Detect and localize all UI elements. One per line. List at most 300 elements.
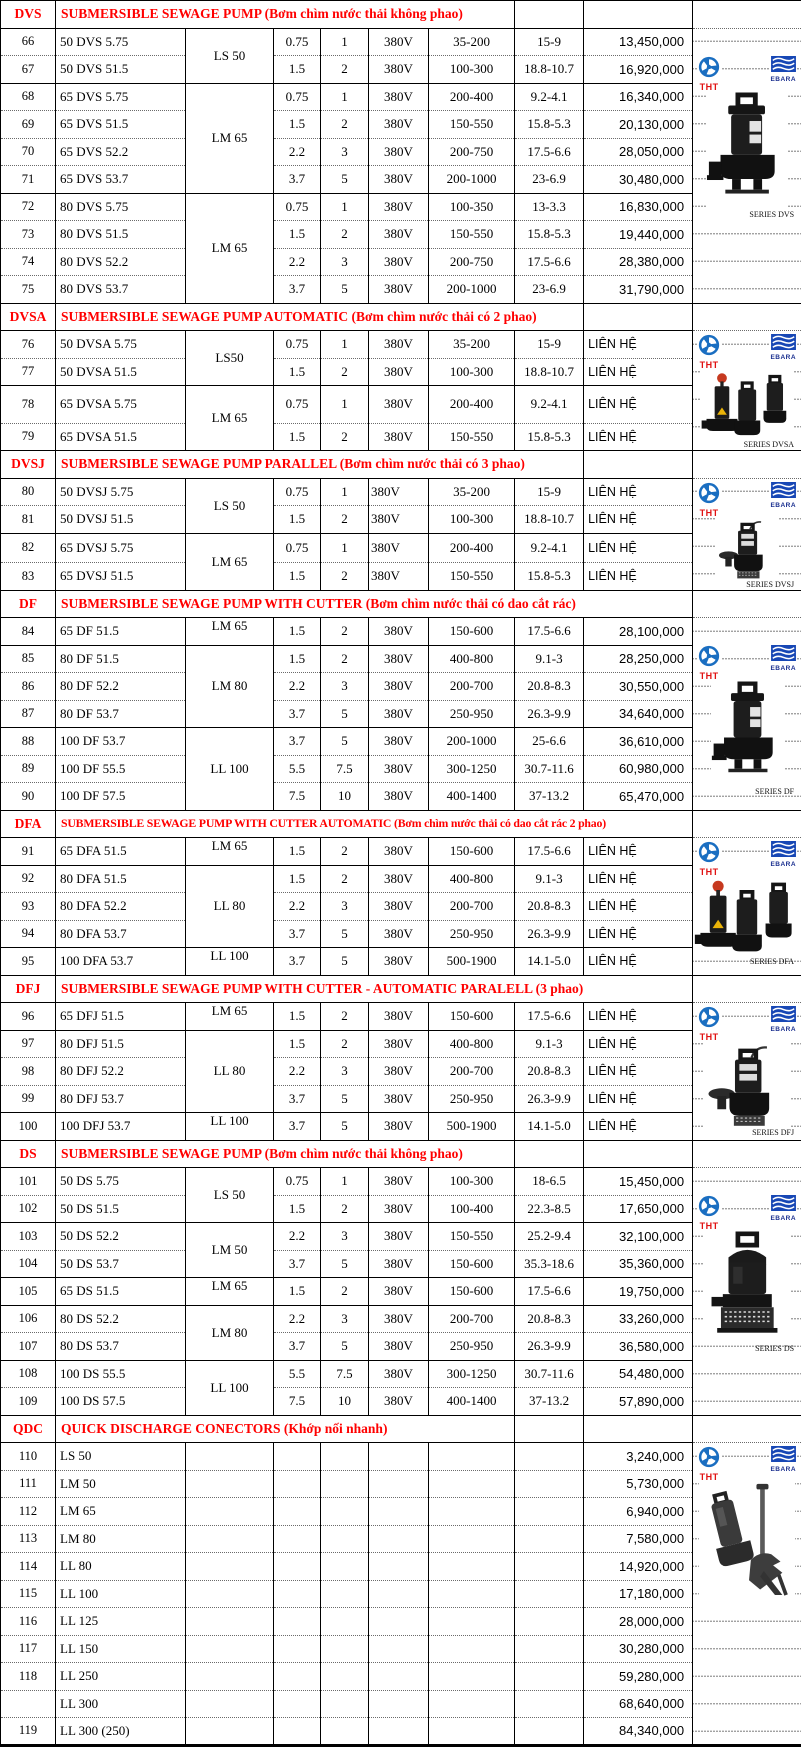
hp-cell: 2 [321,645,369,673]
pump-group-float-icon [700,370,794,440]
connector-cell: LS 50 [186,28,274,83]
brand-logos [693,56,801,92]
flow-cell: 35-200 [429,478,515,506]
flow-cell [429,1690,515,1718]
kw-cell: 1.5 [274,563,321,591]
model-cell: LM 80 [56,1525,186,1553]
kw-cell [274,1663,321,1691]
head-cell: 15.8-5.3 [515,563,584,591]
brand-logos [693,1446,801,1482]
hp-cell [321,1498,369,1526]
price-cell: 60,980,000 [584,755,693,783]
connector-cell: LL 100 [186,1360,274,1415]
row-number: 78 [1,386,56,424]
head-cell: 15-9 [515,478,584,506]
product-image-block [693,618,801,797]
price-cell: 57,890,000 [584,1388,693,1416]
product-image-block [693,29,801,220]
section-header-row [1,975,801,1003]
table-row [1,386,801,424]
tht-logo [697,1446,721,1482]
row-number: 72 [1,193,56,221]
connector-cell [186,1470,274,1498]
price-cell: 19,440,000 [584,221,693,249]
tht-logo [697,482,721,518]
volt-cell: 380V [369,1085,429,1113]
pump-cable-icon [715,518,779,580]
kw-cell: 0.75 [274,331,321,359]
model-cell: LS 50 [56,1443,186,1471]
row-number: 95 [1,948,56,976]
ebara-logo [769,56,797,83]
table-row [1,755,801,783]
hp-cell [321,1580,369,1608]
head-cell: 17.5-6.6 [515,248,584,276]
price-cell: 54,480,000 [584,1360,693,1388]
table-row [1,1580,801,1608]
pump-image [693,1042,801,1128]
hp-cell: 1 [321,478,369,506]
row-number: 76 [1,331,56,359]
flow-cell: 400-800 [429,645,515,673]
section-code: DFJ [1,975,56,1003]
model-cell: 80 DVS 5.75 [56,193,186,221]
table-row [1,920,801,948]
row-number [1,1690,56,1718]
volt-cell: 380V [369,948,429,976]
flow-cell: 400-800 [429,865,515,893]
kw-cell: 1.5 [274,838,321,866]
connector-cell [186,1443,274,1471]
model-cell: 50 DVS 51.5 [56,56,186,84]
connector-cell [186,1608,274,1636]
section-code: DVSA [1,303,56,331]
volt-cell: 380V [369,506,429,534]
price-cell: 19,750,000 [584,1278,693,1306]
model-cell: 65 DVSA 5.75 [56,386,186,424]
head-cell: 13-3.3 [515,193,584,221]
price-cell: LIÊN HỆ [584,1085,693,1113]
price-cell: 36,580,000 [584,1333,693,1361]
volt-cell [369,1608,429,1636]
connector-cell: LM 65 [186,838,274,866]
model-cell: 65 DVS 53.7 [56,166,186,194]
head-cell [515,1608,584,1636]
tht-pinwheel-icon [698,645,720,667]
header-empty-cell [584,1,693,29]
section-header-row [1,1415,801,1443]
table-row [1,1305,801,1333]
ebara-logo [769,1446,797,1473]
connector-cell: LL 100 [186,728,274,811]
ebara-logo-label: EBARA [770,665,796,672]
volt-cell: 380V [369,1168,429,1196]
head-cell: 23-6.9 [515,276,584,304]
row-number: 89 [1,755,56,783]
row-number: 79 [1,423,56,451]
section-header-row [1,1,801,29]
tht-logo-label: THT [698,1221,720,1231]
connector-cell: LM 65 [186,618,274,646]
table-row [1,111,801,139]
series-caption: SERIES DFA [693,957,801,967]
kw-cell: 3.7 [274,276,321,304]
price-cell: 17,180,000 [584,1580,693,1608]
kw-cell: 1.5 [274,618,321,646]
hp-cell [321,1608,369,1636]
head-cell [515,1498,584,1526]
volt-cell: 380V [369,478,429,506]
flow-cell: 200-700 [429,1058,515,1086]
flow-cell: 200-400 [429,533,515,563]
tht-logo [697,1006,721,1042]
volt-cell: 380V [369,1278,429,1306]
tht-logo [697,334,721,370]
price-cell: 3,240,000 [584,1443,693,1471]
price-cell: 28,050,000 [584,138,693,166]
price-cell: 13,450,000 [584,28,693,56]
ebara-logo-label: EBARA [770,861,796,868]
volt-cell: 380V [369,221,429,249]
header-empty-cell [693,1415,801,1443]
head-cell: 18.8-10.7 [515,56,584,84]
kw-cell [274,1635,321,1663]
row-number: 104 [1,1250,56,1278]
price-cell: 6,940,000 [584,1498,693,1526]
model-cell: 50 DVSJ 51.5 [56,506,186,534]
row-number: 101 [1,1168,56,1196]
price-cell: 65,470,000 [584,783,693,811]
model-cell: 80 DVS 51.5 [56,221,186,249]
head-cell: 30.7-11.6 [515,1360,584,1388]
price-cell: LIÊN HỆ [584,331,693,359]
price-cell: 20,130,000 [584,111,693,139]
table-row [1,1085,801,1113]
head-cell [515,1718,584,1746]
volt-cell: 380V [369,28,429,56]
flow-cell: 150-550 [429,111,515,139]
model-cell: 65 DVS 5.75 [56,83,186,111]
row-number: 91 [1,838,56,866]
model-cell: LM 50 [56,1470,186,1498]
row-number: 83 [1,563,56,591]
volt-cell: 380V [369,138,429,166]
pump-image [693,92,801,210]
connector-cell [186,1718,274,1746]
flow-cell: 150-550 [429,563,515,591]
head-cell: 17.5-6.6 [515,618,584,646]
section-title: QUICK DISCHARGE CONECTORS (Khớp nối nhanh) [56,1415,515,1443]
head-cell: 14.1-5.0 [515,948,584,976]
header-empty-cell [584,1140,693,1168]
volt-cell: 380V [369,166,429,194]
tht-pinwheel-icon [698,56,720,78]
row-number: 98 [1,1058,56,1086]
head-cell: 9.1-3 [515,1030,584,1058]
model-cell: 100 DF 55.5 [56,755,186,783]
tht-logo-label: THT [698,508,720,518]
row-number: 70 [1,138,56,166]
table-row [1,1168,801,1196]
flow-cell: 200-1000 [429,728,515,756]
connector-cell: LM 65 [186,1003,274,1031]
hp-cell [321,1690,369,1718]
table-row [1,276,801,304]
head-cell: 23-6.9 [515,166,584,194]
hp-cell: 7.5 [321,1360,369,1388]
table-row [1,1718,801,1746]
header-empty-cell [693,810,801,838]
volt-cell: 380V [369,673,429,701]
hp-cell [321,1663,369,1691]
ebara-logo [769,1195,797,1222]
flow-cell: 100-400 [429,1195,515,1223]
connector-cell [186,1690,274,1718]
brand-logos [693,1195,801,1231]
head-cell: 9.2-4.1 [515,83,584,111]
ebara-flag-icon [771,482,796,498]
head-cell [515,1580,584,1608]
head-cell: 26.3-9.9 [515,700,584,728]
head-cell: 9.2-4.1 [515,533,584,563]
pump-image [693,1231,801,1344]
section-code: DF [1,590,56,618]
volt-cell: 380V [369,783,429,811]
row-number: 118 [1,1663,56,1691]
volt-cell: 380V [369,700,429,728]
header-empty-cell [693,975,801,1003]
hp-cell: 5 [321,166,369,194]
kw-cell: 1.5 [274,1195,321,1223]
price-cell: LIÊN HỆ [584,1113,693,1141]
connector-cell: LM 65 [186,533,274,590]
tht-logo-label: THT [698,1032,720,1042]
product-image-cell [693,478,801,590]
ebara-flag-icon [771,56,796,72]
price-cell: 28,380,000 [584,248,693,276]
row-number: 117 [1,1635,56,1663]
model-cell: 65 DFA 51.5 [56,838,186,866]
hp-cell: 1 [321,1168,369,1196]
model-cell: LL 100 [56,1580,186,1608]
row-number: 87 [1,700,56,728]
hp-cell: 1 [321,386,369,424]
product-image-block [693,1168,801,1354]
kw-cell: 2.2 [274,673,321,701]
table-row [1,1388,801,1416]
pump-image [693,681,801,787]
hp-cell: 3 [321,893,369,921]
flow-cell: 250-950 [429,1085,515,1113]
flow-cell: 200-400 [429,386,515,424]
row-number: 112 [1,1498,56,1526]
table-row [1,423,801,451]
volt-cell: 380V [369,331,429,359]
row-number: 102 [1,1195,56,1223]
table-row [1,1608,801,1636]
head-cell: 17.5-6.6 [515,838,584,866]
kw-cell: 1.5 [274,358,321,386]
section-header-row [1,303,801,331]
header-empty-cell [693,590,801,618]
model-cell: 100 DS 55.5 [56,1360,186,1388]
connector-cell: LM 65 [186,386,274,451]
table-row [1,193,801,221]
model-cell: 50 DVS 5.75 [56,28,186,56]
ebara-flag-icon [771,841,796,857]
model-cell: LL 150 [56,1635,186,1663]
table-row [1,166,801,194]
head-cell: 20.8-8.3 [515,1058,584,1086]
table-row [1,838,801,866]
table-row [1,1443,801,1471]
model-cell: 65 DS 51.5 [56,1278,186,1306]
hp-cell: 5 [321,700,369,728]
product-image-cell [693,1003,801,1141]
tht-logo [697,645,721,681]
section-header-row [1,810,801,838]
hp-cell: 2 [321,618,369,646]
pump-image [693,370,801,440]
flow-cell: 150-600 [429,618,515,646]
table-row [1,56,801,84]
connector-cell: LM 65 [186,193,274,303]
product-image-block [693,1003,801,1138]
product-image-cell [693,618,801,811]
head-cell: 18.8-10.7 [515,506,584,534]
price-cell: 32,100,000 [584,1223,693,1251]
table-row [1,533,801,563]
volt-cell: 380V [369,755,429,783]
product-image-block [693,838,801,967]
table-row [1,948,801,976]
kw-cell: 0.75 [274,193,321,221]
volt-cell: 380V [369,1360,429,1388]
pump-image [693,1482,801,1608]
flow-cell: 35-200 [429,331,515,359]
hp-cell: 3 [321,1223,369,1251]
flow-cell: 35-200 [429,28,515,56]
kw-cell: 0.75 [274,28,321,56]
kw-cell: 3.7 [274,700,321,728]
ebara-logo [769,334,797,361]
table-row [1,1498,801,1526]
kw-cell: 2.2 [274,248,321,276]
table-row [1,1058,801,1086]
table-row [1,358,801,386]
price-cell: 35,360,000 [584,1250,693,1278]
kw-cell: 3.7 [274,1333,321,1361]
series-caption: SERIES DVS [693,210,801,220]
row-number: 111 [1,1470,56,1498]
volt-cell: 380V [369,893,429,921]
price-cell: 59,280,000 [584,1663,693,1691]
flow-cell: 100-300 [429,56,515,84]
head-cell: 37-13.2 [515,1388,584,1416]
price-cell: 15,450,000 [584,1168,693,1196]
row-number: 67 [1,56,56,84]
table-row [1,28,801,56]
head-cell: 25.2-9.4 [515,1223,584,1251]
pump-cable-icon [703,1042,791,1128]
ebara-logo [769,482,797,509]
section-code: QDC [1,1415,56,1443]
flow-cell: 200-700 [429,1305,515,1333]
hp-cell: 2 [321,221,369,249]
row-number: 80 [1,478,56,506]
product-image-cell [693,1443,801,1746]
flow-cell: 250-950 [429,1333,515,1361]
volt-cell [369,1553,429,1581]
kw-cell: 1.5 [274,1030,321,1058]
head-cell [515,1470,584,1498]
flow-cell: 150-600 [429,1278,515,1306]
flow-cell: 300-1250 [429,1360,515,1388]
product-image-cell [693,28,801,303]
kw-cell: 3.7 [274,1250,321,1278]
tht-logo-label: THT [698,671,720,681]
price-cell: 30,550,000 [584,673,693,701]
row-number: 113 [1,1525,56,1553]
model-cell: 65 DVS 51.5 [56,111,186,139]
flow-cell: 200-750 [429,138,515,166]
model-cell: 65 DVSJ 5.75 [56,533,186,563]
model-cell: LM 65 [56,1498,186,1526]
hp-cell: 2 [321,56,369,84]
kw-cell: 1.5 [274,1003,321,1031]
row-number: 73 [1,221,56,249]
row-number: 71 [1,166,56,194]
table-row [1,700,801,728]
model-cell: 80 DS 52.2 [56,1305,186,1333]
volt-cell: 380V [369,618,429,646]
table-row [1,331,801,359]
row-number: 103 [1,1223,56,1251]
table-row [1,1195,801,1223]
hp-cell [321,1635,369,1663]
flow-cell: 150-550 [429,221,515,249]
price-cell: LIÊN HỆ [584,1003,693,1031]
flow-cell: 100-300 [429,1168,515,1196]
head-cell: 9.1-3 [515,645,584,673]
kw-cell [274,1498,321,1526]
row-number: 77 [1,358,56,386]
section-title: SUBMERSIBLE SEWAGE PUMP AUTOMATIC (Bơm chìm nước thải có 2 phao) [56,303,584,331]
tht-logo [697,841,721,877]
row-number: 86 [1,673,56,701]
model-cell: 80 DF 51.5 [56,645,186,673]
hp-cell: 5 [321,948,369,976]
row-number: 93 [1,893,56,921]
header-empty-cell [693,303,801,331]
row-number: 105 [1,1278,56,1306]
series-caption: SERIES DS [693,1344,801,1354]
header-empty-cell [515,1140,584,1168]
table-row [1,506,801,534]
volt-cell: 380V [369,645,429,673]
model-cell: 65 DVS 52.2 [56,138,186,166]
kw-cell: 3.7 [274,920,321,948]
series-caption: SERIES DF [693,787,801,797]
flow-cell [429,1470,515,1498]
price-cell: LIÊN HỆ [584,1058,693,1086]
volt-cell: 380V [369,920,429,948]
hp-cell: 1 [321,533,369,563]
table-row [1,1223,801,1251]
volt-cell: 380V [369,1058,429,1086]
head-cell [515,1635,584,1663]
model-cell: 65 DVSA 51.5 [56,423,186,451]
